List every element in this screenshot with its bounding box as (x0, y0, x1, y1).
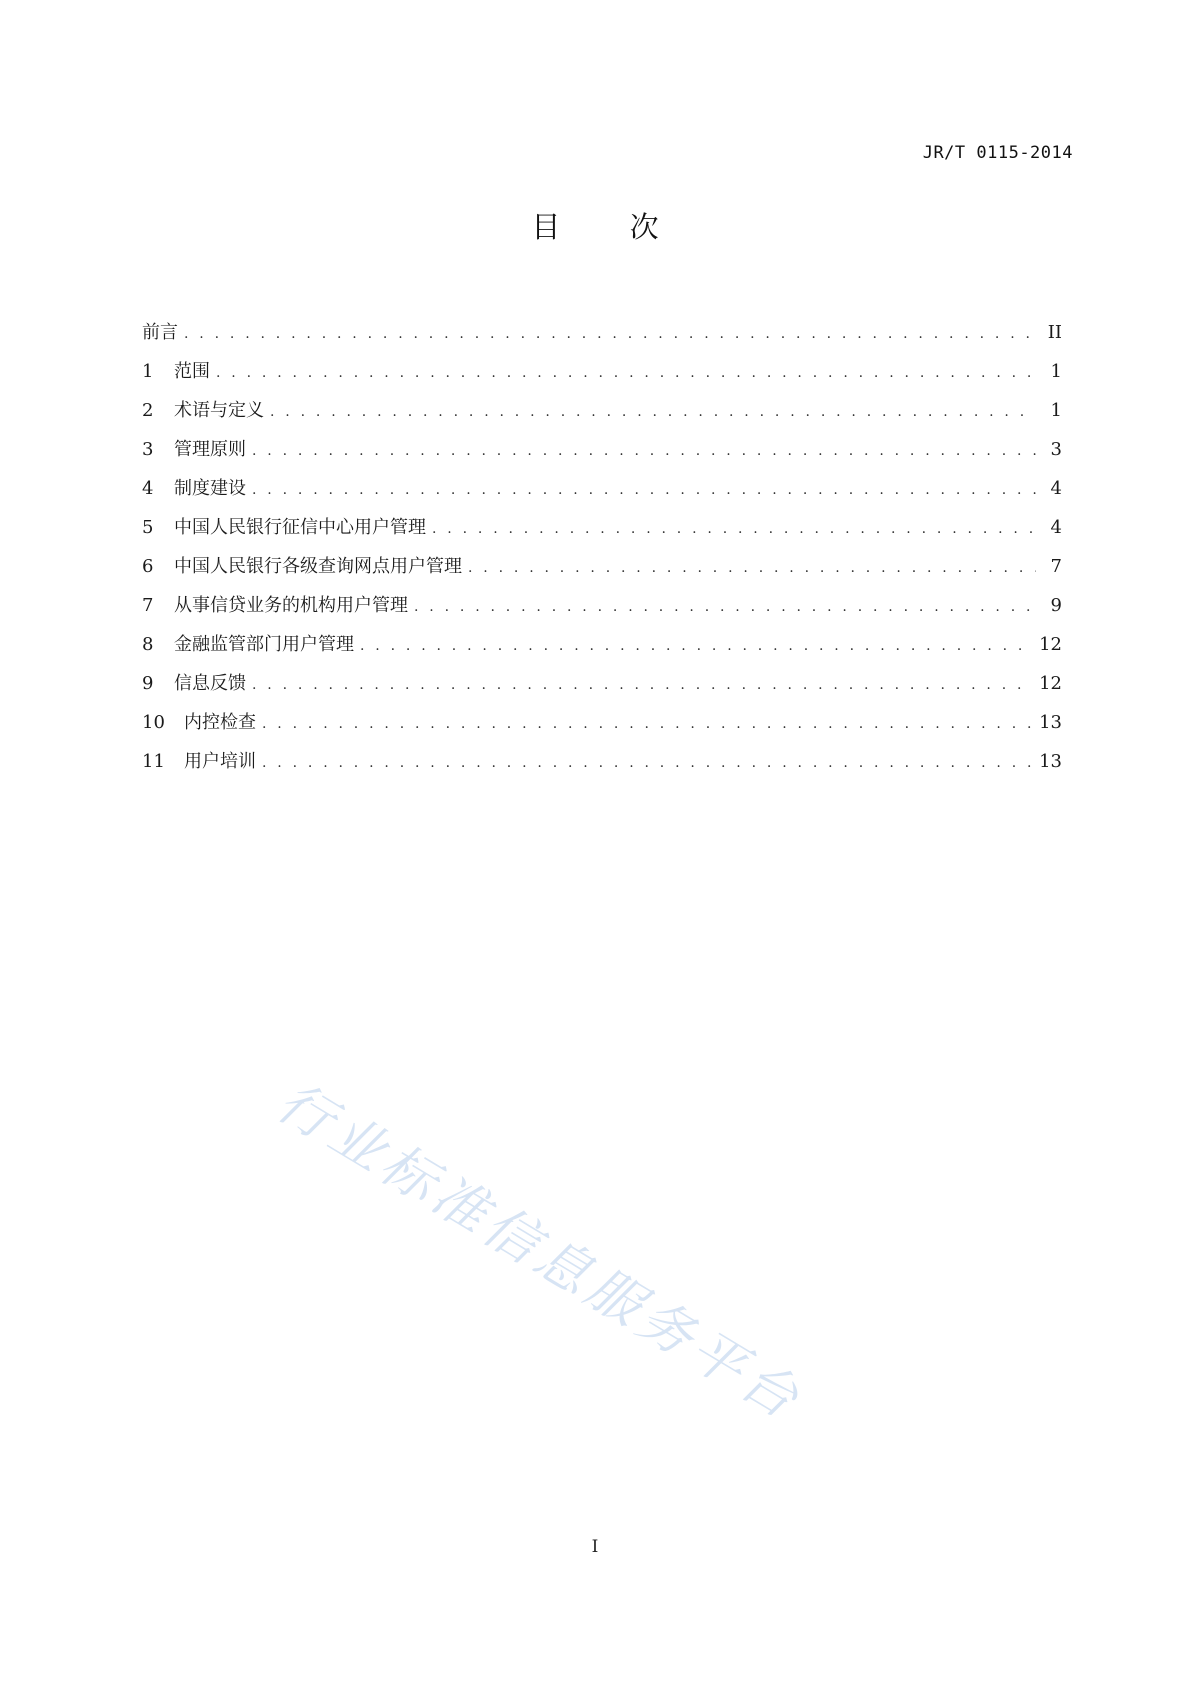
toc-entry-page: 1 (1050, 400, 1062, 421)
toc-entry-1[interactable] (142, 357, 1062, 396)
toc-entry-text: 管理原则 (174, 439, 246, 460)
toc-entry-text: 从事信贷业务的机构用户管理 (174, 595, 408, 616)
toc-entry-text: 中国人民银行各级查询网点用户管理 (174, 556, 462, 577)
toc-dot-leader (252, 443, 1036, 459)
toc-entry-9[interactable] (142, 669, 1062, 708)
toc-entry-number: 9 (142, 673, 154, 694)
toc-dot-leader (252, 482, 1036, 498)
toc-entry-text: 中国人民银行征信中心用户管理 (174, 517, 426, 538)
toc-dot-leader (432, 521, 1036, 537)
toc-entry-page: 4 (1050, 517, 1062, 538)
toc-entry-page: 9 (1050, 595, 1062, 616)
toc-entry-number: 10 (142, 712, 165, 733)
toc-dot-leader (184, 326, 1036, 342)
toc-entry-page: 7 (1050, 556, 1062, 577)
toc-dot-leader (468, 560, 1036, 576)
toc-entry-page: 13 (1039, 712, 1062, 733)
toc-entry-text: 制度建设 (174, 478, 246, 499)
toc-entry-text: 用户培训 (184, 751, 256, 772)
toc-entry-8[interactable] (142, 630, 1062, 669)
toc-entry-text: 范围 (174, 361, 210, 382)
toc-entry-number: 1 (142, 361, 154, 382)
toc-entry-page: 12 (1039, 634, 1062, 655)
toc-entry-number: 6 (142, 556, 154, 577)
toc-dot-leader (216, 365, 1036, 381)
document-code: JR/T 0115-2014 (922, 143, 1073, 163)
toc-entry-3[interactable] (142, 435, 1062, 474)
toc-entry-page: 13 (1039, 751, 1062, 772)
toc-dot-leader (414, 599, 1036, 615)
toc-entry-text: 信息反馈 (174, 673, 246, 694)
toc-entry-4[interactable] (142, 474, 1062, 513)
toc-dot-leader (360, 638, 1033, 654)
toc-entry-number: 11 (142, 751, 165, 772)
watermark: 行业标准信息服务平台 (266, 1069, 814, 1433)
page-number: I (591, 1537, 599, 1557)
toc-entry-7[interactable] (142, 591, 1062, 630)
toc-dot-leader (270, 404, 1036, 420)
toc-entry-text: 内控检查 (184, 712, 256, 733)
toc-entry-11[interactable] (142, 747, 1062, 786)
toc-entry-page: II (1047, 322, 1062, 343)
toc-entry-number: 4 (142, 478, 154, 499)
toc-entry-text: 金融监管部门用户管理 (174, 634, 354, 655)
toc-entry-number: 5 (142, 517, 154, 538)
toc-dot-leader (262, 755, 1033, 771)
toc-entry-5[interactable] (142, 513, 1062, 552)
toc-entry-6[interactable] (142, 552, 1062, 591)
toc-title: 目 次 (531, 210, 689, 244)
toc-entry-number: 2 (142, 400, 154, 421)
toc-entry-foreword[interactable] (142, 318, 1062, 357)
toc-dot-leader (262, 716, 1033, 732)
toc-entry-2[interactable] (142, 396, 1062, 435)
table-of-contents (142, 318, 1062, 786)
toc-entry-number: 7 (142, 595, 154, 616)
toc-entry-number: 8 (142, 634, 154, 655)
toc-entry-text: 术语与定义 (174, 400, 264, 421)
toc-entry-number: 3 (142, 439, 154, 460)
toc-entry-page: 12 (1039, 673, 1062, 694)
toc-entry-page: 1 (1050, 361, 1062, 382)
toc-entry-10[interactable] (142, 708, 1062, 747)
toc-entry-page: 3 (1050, 439, 1062, 460)
toc-entry-text: 前言 (142, 322, 178, 343)
toc-entry-page: 4 (1050, 478, 1062, 499)
toc-dot-leader (252, 677, 1033, 693)
